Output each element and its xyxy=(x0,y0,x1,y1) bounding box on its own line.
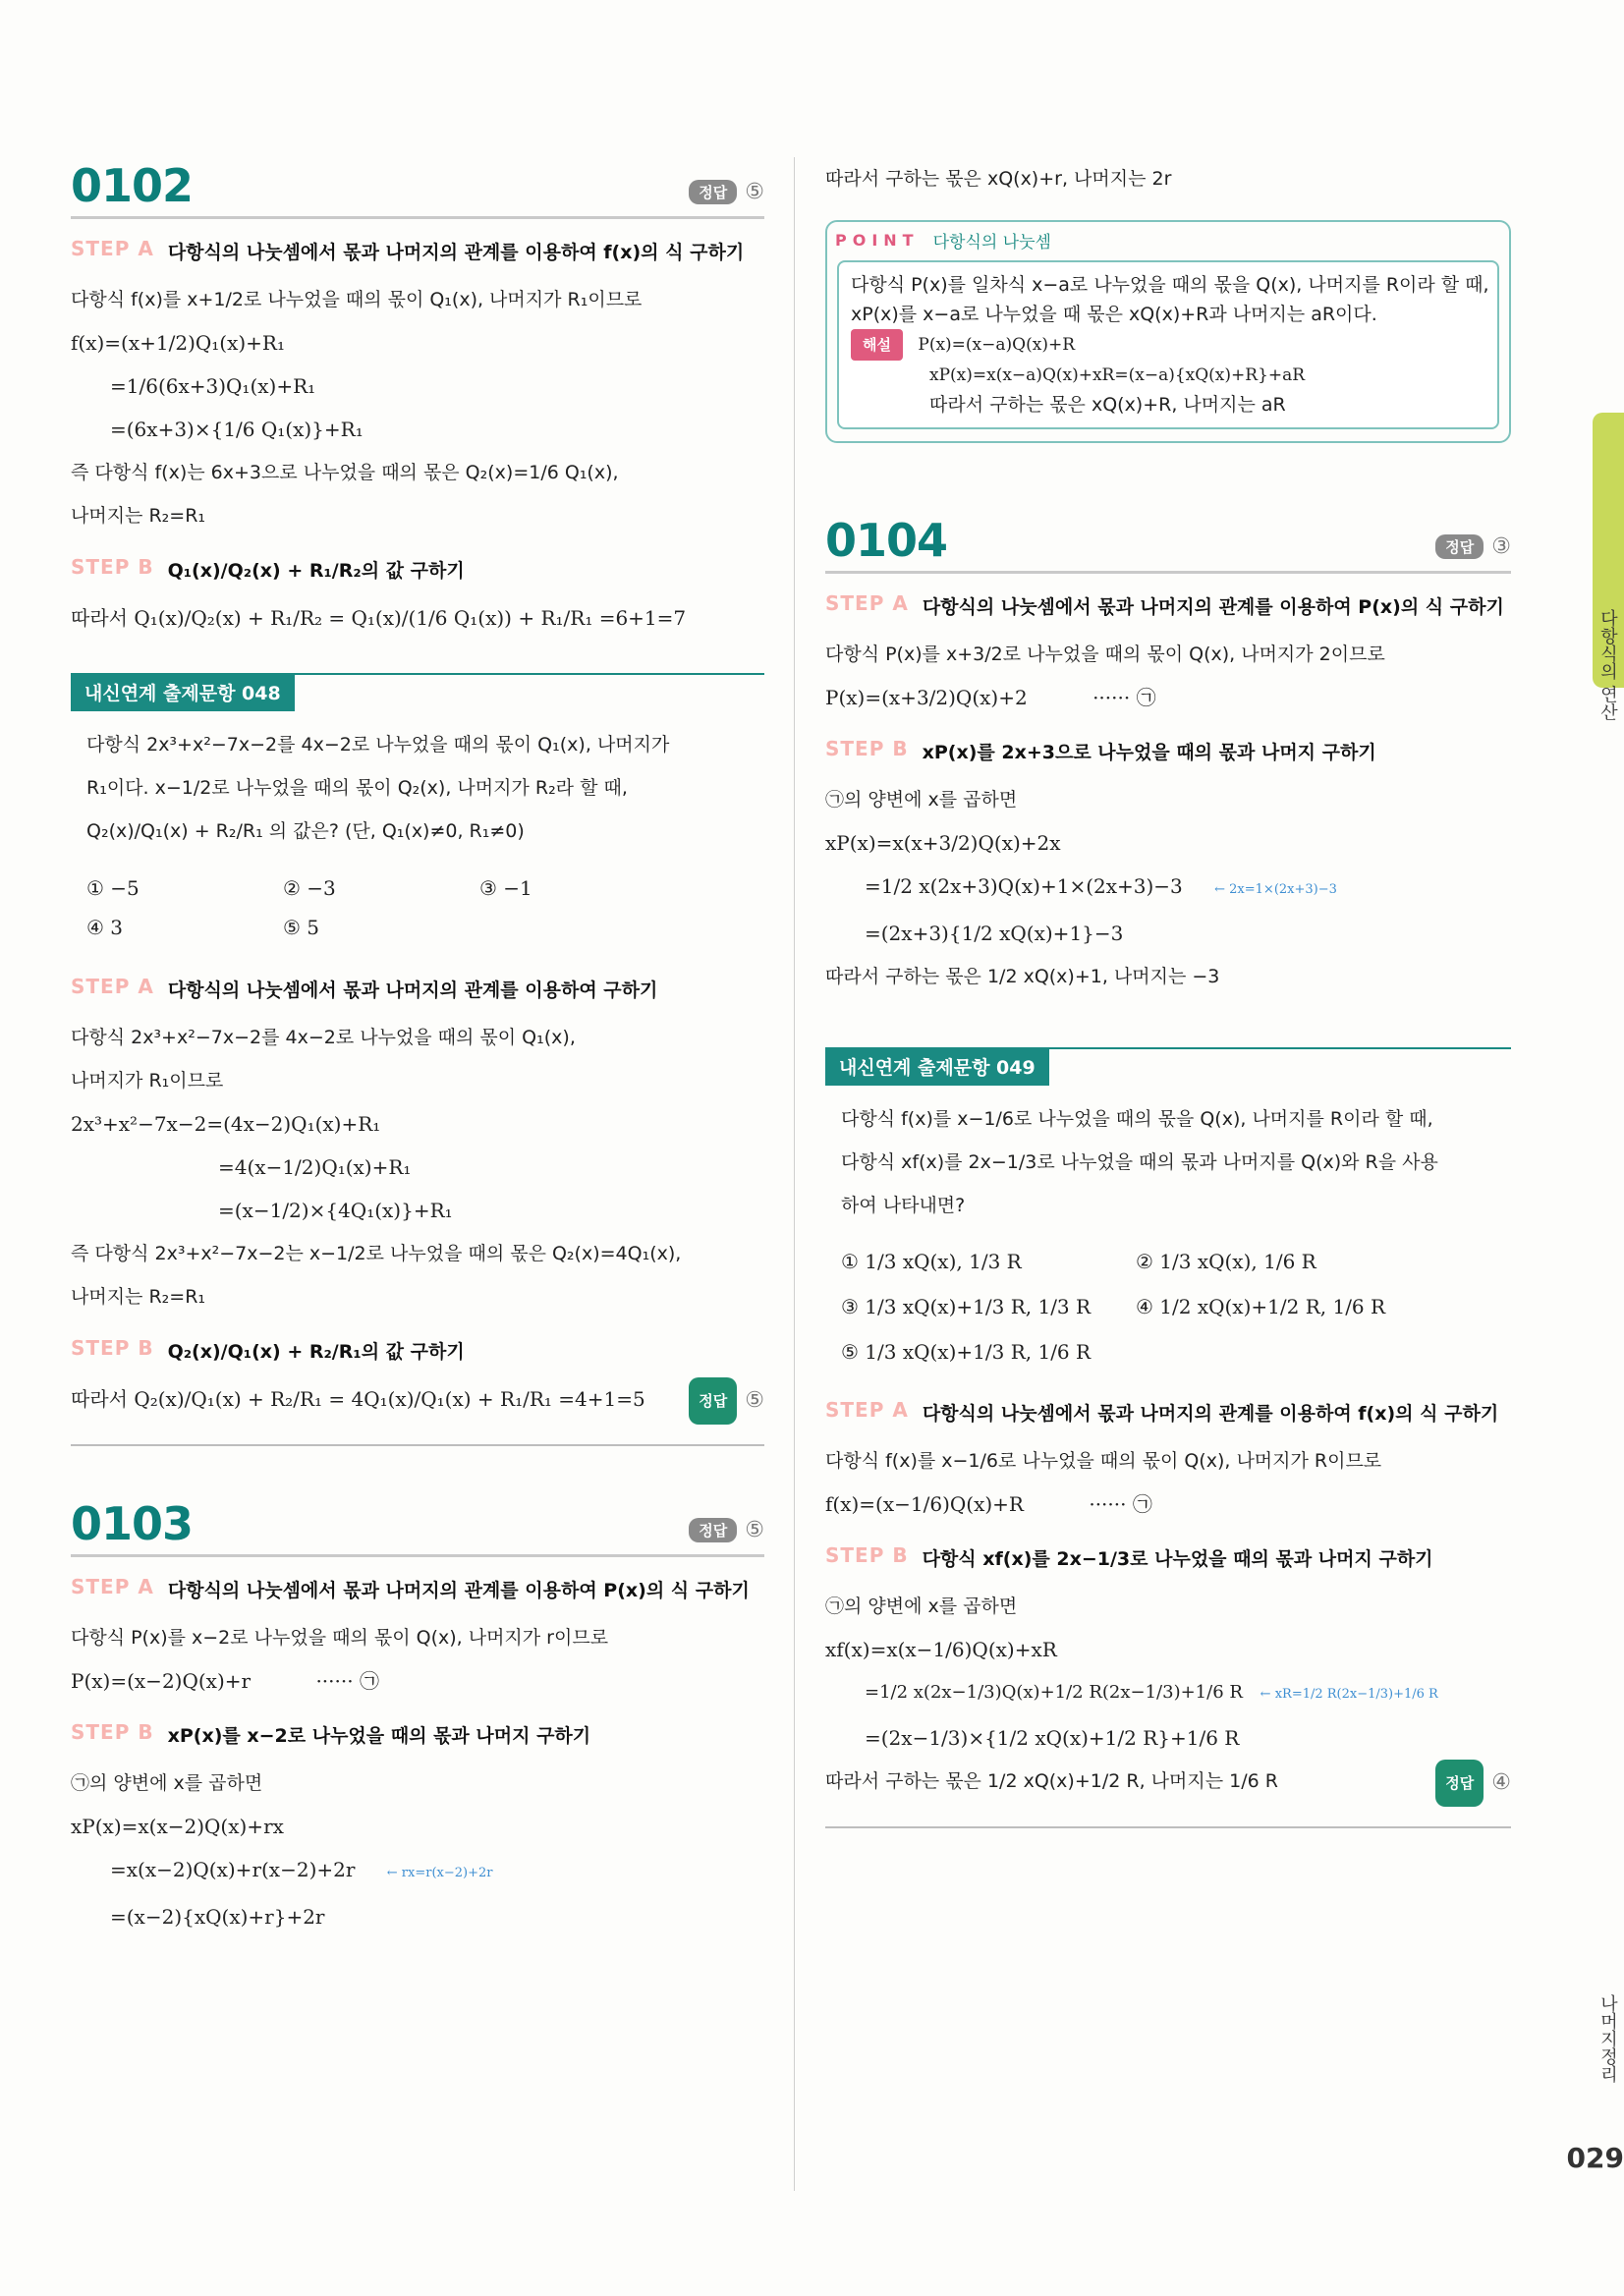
text-line: 다항식 P(x)를 x+3/2로 나누었을 때의 몫이 Q(x), 나머지가 2이므로 xyxy=(825,644,1385,665)
equation: P(x)=(x−2)Q(x)+r xyxy=(71,1669,252,1693)
step-b xyxy=(71,555,764,587)
equation-line xyxy=(71,1659,764,1703)
question-line: Q₂(x)/Q₁(x) + R₂/R₁ 의 값은? (단, Q₁(x)≠0, R₁≠0) xyxy=(86,820,525,842)
choice-5: ⑤ 1/3 xQ(x)+1/3 R, 1/6 R xyxy=(841,1340,1092,1364)
side-note: ← rx=r(x−2)+2r xyxy=(386,1866,493,1880)
answer-tag xyxy=(689,1518,764,1542)
step-a xyxy=(71,237,764,268)
answer-tag xyxy=(1435,1760,1511,1807)
equation-line: 따라서 Q₁(x)/Q₂(x) + R₁/R₂ = Q₁(x)/(1/6 Q₁(x)) + R₁/R₁ =6+1=7 xyxy=(71,606,687,630)
text-line: 다항식 2x³+x²−7x−2를 4x−2로 나누었을 때의 몫이 Q₁(x), xyxy=(71,1027,576,1048)
problem-number: 0103 xyxy=(71,1497,194,1550)
text-line: 즉 다항식 f(x)는 6x+3으로 나누었을 때의 몫은 Q₂(x)=1/6 Q₁(x), xyxy=(71,462,619,483)
point-box xyxy=(825,220,1511,443)
step-title: 다항식의 나눗셈에서 몫과 나머지의 관계를 이용하여 f(x)의 식 구하기 xyxy=(167,242,745,263)
equation-line: xf(x)=x(x−1/6)Q(x)+xR xyxy=(825,1638,1057,1661)
equation-line: 2x³+x²−7x−2=(4x−2)Q₁(x)+R₁ xyxy=(71,1112,381,1136)
step-title: 다항식의 나눗셈에서 몫과 나머지의 관계를 이용하여 P(x)의 식 구하기 xyxy=(922,596,1504,618)
point-title: 다항식의 나눗셈 xyxy=(932,233,1051,252)
step-badge: STEP B xyxy=(825,1543,909,1567)
equation: =1/2 x(2x+3)Q(x)+1×(2x+3)−3 xyxy=(865,874,1183,898)
equation-line: =4(x−1/2)Q₁(x)+R₁ xyxy=(218,1155,412,1179)
equation: =1/2 x(2x−1/3)Q(x)+1/2 R(2x−1/3)+1/6 R xyxy=(865,1682,1243,1703)
question-line: 하여 나타내면? xyxy=(841,1195,966,1216)
text-line: 나머지는 R₂=R₁ xyxy=(71,505,206,527)
step-badge: STEP A xyxy=(71,1575,154,1598)
text-line: 다항식 f(x)를 x+1/2로 나누었을 때의 몫이 Q₁(x), 나머지가 R₁이므로 xyxy=(71,289,643,310)
problem-0103-header xyxy=(71,1485,764,1557)
step-b xyxy=(71,1336,764,1368)
page-number: 029 xyxy=(1566,2142,1624,2174)
related-question xyxy=(825,1086,1511,1233)
choice-3: ③ 1/3 xQ(x)+1/3 R, 1/3 R xyxy=(841,1295,1092,1318)
point-logo: POINT xyxy=(835,231,920,250)
point-line: 다항식 P(x)를 일차식 x−a로 나누었을 때의 몫을 Q(x), 나머지를 R이라 할 때, xyxy=(851,274,1489,296)
point-line xyxy=(851,329,1485,361)
text-line: 다항식 f(x)를 x−1/6로 나누었을 때의 몫이 Q(x), 나머지가 R이므로 xyxy=(825,1450,1382,1472)
point-content xyxy=(837,260,1499,429)
text-line xyxy=(825,1760,1511,1803)
text-line: 따라서 구하는 몫은 xQ(x)+r, 나머지는 2r xyxy=(825,168,1172,190)
related-tag: 내신연계 출제문항 049 xyxy=(825,1047,1049,1086)
equation: =x(x−2)Q(x)+r(x−2)+2r xyxy=(110,1858,356,1881)
choice-1: ① 1/3 xQ(x), 1/3 R xyxy=(841,1250,1022,1273)
question-line: 다항식 xf(x)를 2x−1/3로 나누었을 때의 몫과 나머지를 Q(x)와 R을 사용 xyxy=(841,1151,1438,1173)
answer-value: ⑤ xyxy=(745,180,764,204)
step-title: Q₂(x)/Q₁(x) + R₂/R₁의 값 구하기 xyxy=(167,1341,465,1363)
side-note: ← 2x=1×(2x+3)−3 xyxy=(1214,882,1337,897)
step-title: xP(x)를 2x+3으로 나누었을 때의 몫과 나머지 구하기 xyxy=(922,742,1376,763)
step-b xyxy=(825,737,1511,768)
step-title: 다항식의 나눗셈에서 몫과 나머지의 관계를 이용하여 구하기 xyxy=(167,980,658,1001)
equation-line: =(2x+3){1/2 xQ(x)+1}−3 xyxy=(865,922,1124,945)
text-line: ㉠의 양변에 x를 곱하면 xyxy=(825,1596,1018,1617)
step-a xyxy=(71,1575,764,1606)
text-line: 나머지는 R₂=R₁ xyxy=(71,1286,206,1308)
left-column xyxy=(71,147,764,1938)
step-badge: STEP B xyxy=(71,1336,154,1360)
answer-label: 정답 xyxy=(689,1377,737,1425)
step-title: 다항식 xf(x)를 2x−1/3로 나누었을 때의 몫과 나머지 구하기 xyxy=(922,1548,1433,1570)
choice-4: ④ 1/2 xQ(x)+1/2 R, 1/6 R xyxy=(1136,1295,1386,1318)
choices xyxy=(71,859,764,957)
chapter-title: 다항식의 연산 xyxy=(1597,609,1618,721)
answer-label: 정답 xyxy=(689,180,737,204)
related-question xyxy=(71,711,764,859)
text-line: ㉠의 양변에 x를 곱하면 xyxy=(71,1772,263,1794)
equation-line: xP(x)=x(x+3/2)Q(x)+2x xyxy=(825,831,1061,855)
equation-line: =1/6(6x+3)Q₁(x)+R₁ xyxy=(110,374,316,398)
point-header xyxy=(827,222,1509,258)
answer-label: 정답 xyxy=(689,1518,737,1542)
equation-line xyxy=(825,1483,1511,1526)
text-line: 즉 다항식 2x³+x²−7x−2는 x−1/2로 나누었을 때의 몫은 Q₂(x)=4Q₁(x), xyxy=(71,1243,682,1264)
answer-value: ③ xyxy=(1491,534,1511,559)
equation-line: =(x−2){xQ(x)+r}+2r xyxy=(110,1905,325,1929)
text-line: ㉠의 양변에 x를 곱하면 xyxy=(825,789,1018,811)
final-answer-text: 따라서 구하는 몫은 1/2 xQ(x)+1/2 R, 나머지는 1/6 R xyxy=(825,1770,1278,1792)
question-line: 다항식 f(x)를 x−1/6로 나누었을 때의 몫을 Q(x), 나머지를 R이라 할 때, xyxy=(841,1108,1433,1130)
section-title: 나머지정리 xyxy=(1597,1994,1618,2083)
equation: f(x)=(x−1/6)Q(x)+R xyxy=(825,1492,1024,1516)
step-badge: STEP A xyxy=(825,591,909,615)
problem-number: 0102 xyxy=(71,159,194,212)
step-badge: STEP B xyxy=(825,737,909,760)
step-title: 다항식의 나눗셈에서 몫과 나머지의 관계를 이용하여 f(x)의 식 구하기 xyxy=(922,1403,1499,1425)
text-line: 다항식 P(x)를 x−2로 나누었을 때의 몫이 Q(x), 나머지가 r이므로 xyxy=(71,1627,609,1649)
step-title: xP(x)를 x−2로 나누었을 때의 몫과 나머지 구하기 xyxy=(167,1725,591,1747)
equation-line: =(2x−1/3)×{1/2 xQ(x)+1/2 R}+1/6 R xyxy=(865,1726,1240,1750)
answer-label: 정답 xyxy=(1435,1760,1484,1807)
answer-value: ④ xyxy=(1491,1770,1511,1795)
equation-line: =(6x+3)×{1/6 Q₁(x)}+R₁ xyxy=(110,418,364,441)
final-equation: 따라서 Q₂(x)/Q₁(x) + R₂/R₁ = 4Q₁(x)/Q₁(x) + R₁/R₁ =4+1=5 xyxy=(71,1387,645,1411)
equation-line xyxy=(71,1848,764,1895)
step-badge: STEP B xyxy=(71,1720,154,1744)
equation: P(x)=(x+3/2)Q(x)+2 xyxy=(825,686,1028,709)
step-a xyxy=(825,591,1511,623)
problem-0104-header xyxy=(825,502,1511,574)
answer-tag xyxy=(1435,534,1511,559)
answer-tag xyxy=(689,1377,764,1425)
related-tag: 내신연계 출제문항 048 xyxy=(71,673,295,711)
point-line: xP(x)를 x−a로 나누었을 때 몫은 xQ(x)+R과 나머지는 aR이다. xyxy=(851,304,1377,325)
point-line: xP(x)=x(x−a)Q(x)+xR=(x−a){xQ(x)+R}+aR xyxy=(929,365,1306,385)
step-a xyxy=(825,1398,1511,1429)
equation-line xyxy=(825,676,1511,719)
right-column xyxy=(825,147,1511,1828)
step-badge: STEP A xyxy=(71,237,154,260)
equation-line xyxy=(825,1671,1511,1716)
reference-mark: ······ ㉠ xyxy=(315,1669,379,1693)
equation-line: xP(x)=x(x−2)Q(x)+rx xyxy=(71,1815,284,1838)
step-title: 다항식의 나눗셈에서 몫과 나머지의 관계를 이용하여 P(x)의 식 구하기 xyxy=(167,1580,750,1601)
equation-line: =(x−1/2)×{4Q₁(x)}+R₁ xyxy=(218,1199,453,1222)
problem-0102-header xyxy=(71,147,764,219)
choice-4: ④ 3 xyxy=(86,916,124,939)
reference-mark: ······ ㉠ xyxy=(1092,686,1156,709)
equation: P(x)=(x−a)Q(x)+R xyxy=(918,335,1075,355)
answer-value: ⑤ xyxy=(745,1518,764,1542)
question-line: R₁이다. x−1/2로 나누었을 때의 몫이 Q₂(x), 나머지가 R₂라 할 때, xyxy=(86,777,628,799)
section-separator xyxy=(71,1444,764,1446)
answer-label: 정답 xyxy=(1435,534,1484,559)
point-line: 따라서 구하는 몫은 xQ(x)+R, 나머지는 aR xyxy=(929,394,1286,416)
equation-line xyxy=(71,1377,764,1421)
step-badge: STEP B xyxy=(71,555,154,579)
text-line: 나머지가 R₁이므로 xyxy=(71,1070,224,1092)
step-b xyxy=(825,1543,1511,1575)
choice-1: ① −5 xyxy=(86,876,140,900)
answer-value: ⑤ xyxy=(745,1388,764,1413)
reference-mark: ······ ㉠ xyxy=(1089,1492,1152,1516)
choices xyxy=(825,1233,1511,1380)
column-divider xyxy=(794,157,795,2191)
question-line: 다항식 2x³+x²−7x−2를 4x−2로 나누었을 때의 몫이 Q₁(x), 나머지가 xyxy=(86,734,670,756)
problem-number: 0104 xyxy=(825,514,948,567)
choice-2: ② 1/3 xQ(x), 1/6 R xyxy=(1136,1250,1316,1273)
step-b xyxy=(71,1720,764,1752)
step-title: Q₁(x)/Q₂(x) + R₁/R₂의 값 구하기 xyxy=(167,560,465,582)
step-badge: STEP A xyxy=(825,1398,909,1422)
answer-tag xyxy=(689,180,764,204)
text-line: 따라서 구하는 몫은 1/2 xQ(x)+1, 나머지는 −3 xyxy=(825,966,1220,987)
choice-5: ⑤ 5 xyxy=(283,916,320,939)
step-a xyxy=(71,975,764,1006)
choice-2: ② −3 xyxy=(283,876,336,900)
equation-line xyxy=(825,865,1511,912)
section-separator xyxy=(825,1826,1511,1828)
choice-3: ③ −1 xyxy=(479,876,532,900)
step-badge: STEP A xyxy=(71,975,154,998)
explanation-badge: 해설 xyxy=(851,329,903,361)
side-note: ← xR=1/2 R(2x−1/3)+1/6 R xyxy=(1260,1687,1438,1702)
related-problem-048 xyxy=(71,673,764,1421)
equation-line: f(x)=(x+1/2)Q₁(x)+R₁ xyxy=(71,331,286,355)
related-problem-049 xyxy=(825,1047,1511,1803)
